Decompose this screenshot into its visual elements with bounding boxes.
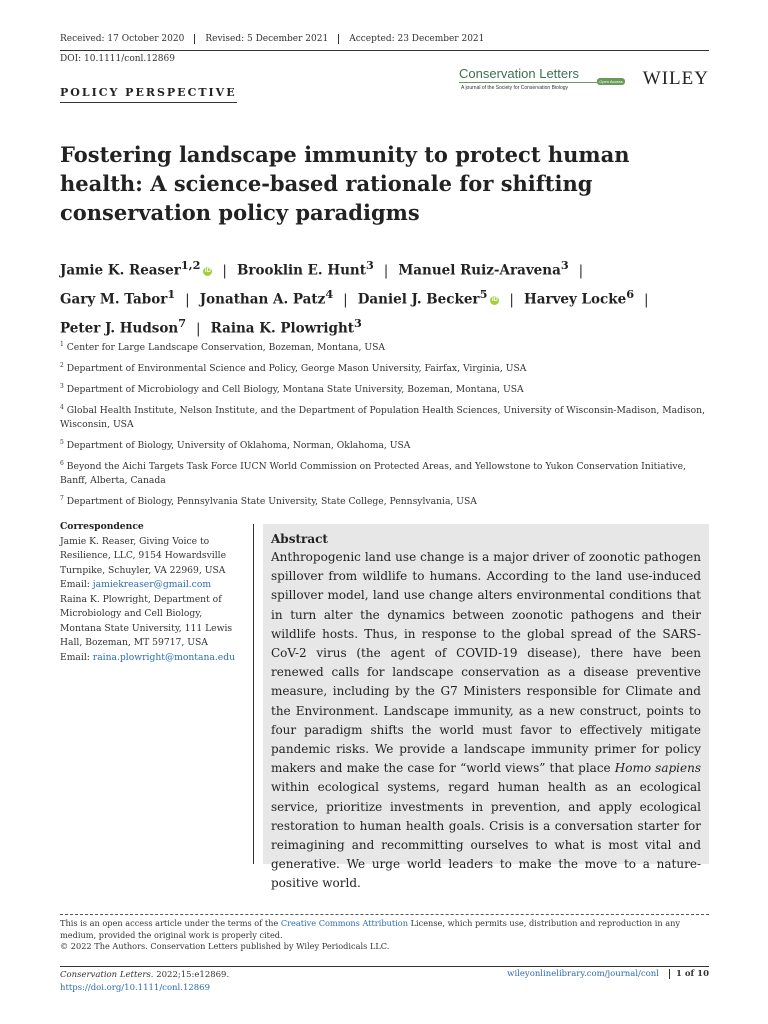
affiliation-number: 1: [60, 341, 64, 348]
affiliation-number: 2: [60, 362, 64, 370]
email-label: Email:: [60, 579, 93, 590]
footer-doi-link[interactable]: https://doi.org/10.1111/conl.12869: [60, 983, 210, 993]
affiliation-number: 3: [60, 383, 64, 391]
abstract-box: [263, 524, 709, 891]
accepted-date: Accepted: 23 December 2021: [338, 34, 494, 44]
column-divider: [253, 524, 254, 864]
affiliation-text: Department of Biology, Pennsylvania State University, State College, Pennsylvania, USA: [66, 496, 477, 508]
email-link-2[interactable]: raina.plowright@montana.edu: [92, 651, 236, 663]
author-list: [60, 254, 710, 341]
affiliation-number: 4: [60, 404, 64, 412]
affiliation-text: Department of Environmental Science and Policy, George Mason University, Fairfax, Virginia, USA: [66, 363, 527, 375]
correspondence-address-1: Jamie K. Reaser, Giving Voice to Resilience, LLC, 9154 Howardsville Turnpike, Schuyler, VA 22969, USA: [60, 535, 227, 576]
footer-citation: [60, 969, 229, 995]
license-rule: [60, 914, 709, 915]
abstract-text-part2: within ecological systems, regard human health as an ecological service, prioritize investments in prevention, and apply ecological restoration to human health goals. Crisis is a conversation starter for reimagining and recommitting ourselves to what is most vital and generative. We urge world leaders to make the move to a nature-positive world.: [271, 780, 701, 891]
footer-citation-details: 2022;15:e12869.: [153, 970, 230, 980]
affiliation-item: [60, 338, 710, 355]
copyright: © 2022 The Authors. Conservation Letters published by Wiley Periodicals LLC.: [60, 941, 390, 951]
citation-line: [60, 969, 229, 982]
license-text-part1: This is an open access article under the terms of the: [60, 918, 281, 928]
affiliation-item: [60, 436, 710, 453]
received-date: Received: 17 October 2020: [60, 34, 185, 44]
affiliation-text: Beyond the Aichi Targets Task Force IUCN World Commission on Protected Areas, and Yellowstone to Yukon Conservation Initiative, Banff, Alberta, Canada: [60, 461, 686, 487]
open-access-badge: Open Access: [597, 78, 625, 85]
author-affiliation-ref[interactable]: 5: [479, 287, 488, 301]
author-affiliation-ref[interactable]: 3: [560, 258, 569, 272]
abstract-text-part1: Anthropogenic land use change is a major driver of zoonotic pathogen spillover from wildlife to humans. According to the land use-induced spillover model, land use change alters environmental conditions that in turn alter the dynamics between zoonotic pathogens and their wildlife hosts. Thus, in response to the global spread of the SARS-CoV-2 virus (the agent of COVID-19 disease), there have been renewed calls for landscape conservation as a disease preventive measure, including by the G7 Ministers responsible for Climate and the Environment. Landscape immunity, as a new construct, points to four paradigm shifts the world must favor to effectively mitigate pandemic risks. We provide a landscape immunity primer for policy makers and make the case for “world views” that place: [271, 550, 701, 776]
affiliation-item: [60, 380, 710, 397]
correspondence-address-2: Raina K. Plowright, Department of Microbiology and Cell Biology, Montana State University, 111 Lewis Hall, Bozeman, MT 59717, USA: [60, 593, 233, 648]
author-affiliation-ref[interactable]: 4: [325, 287, 334, 301]
affiliation-text: Department of Biology, University of Oklahoma, Norman, Oklahoma, USA: [66, 440, 411, 452]
orcid-icon[interactable]: iD: [204, 267, 211, 274]
journal-site-link[interactable]: wileyonlinelibrary.com/journal/conl: [507, 969, 659, 979]
author-name[interactable]: Jonathan A. Patz: [199, 291, 326, 308]
revised-date: Revised: 5 December 2021: [194, 34, 338, 44]
author-affiliation-ref[interactable]: 3: [354, 316, 362, 330]
affiliation-item: [60, 457, 710, 488]
correspondence-email-2-row: [60, 651, 240, 666]
section-label: POLICY PERSPECTIVE: [60, 86, 237, 103]
correspondence-email-1-row: [60, 578, 240, 593]
author-name[interactable]: Brooklin E. Hunt: [236, 262, 366, 279]
author-affiliation-ref[interactable]: 6: [626, 287, 635, 301]
footer-right: [507, 969, 709, 979]
article-dates: [60, 34, 494, 44]
affiliation-number: 5: [60, 439, 64, 447]
abstract-text: [271, 548, 701, 894]
author-separator: |: [343, 291, 348, 308]
abstract-italic-term: Homo sapiens: [614, 761, 701, 776]
email-link-1[interactable]: jamiekreaser@gmail.com: [92, 579, 212, 590]
correspondence-heading: Correspondence: [60, 521, 144, 532]
journal-logo[interactable]: [459, 66, 709, 96]
author-separator: |: [383, 262, 389, 279]
license-text-part2: License, which permits use, distribution and reproduction in any medium, provided the original work is properly cited.: [60, 918, 680, 940]
affiliation-item: [60, 359, 710, 376]
author-name[interactable]: Gary M. Tabor: [60, 291, 168, 308]
publisher-logo: WILEY: [642, 68, 709, 89]
author-separator: |: [509, 291, 514, 308]
journal-logo-text: Conservation Letters: [459, 66, 579, 81]
license-link[interactable]: Creative Commons Attribution: [280, 918, 408, 928]
author-separator: |: [185, 291, 190, 308]
article-title: Fostering landscape immunity to protect human health: A science-based rationale for shifting conservation policy paradigms: [60, 142, 630, 225]
author-affiliation-ref[interactable]: 7: [178, 316, 187, 330]
author-name[interactable]: Manuel Ruiz-Aravena: [398, 262, 561, 279]
author-affiliation-ref[interactable]: 1: [167, 287, 176, 301]
license-notice: [60, 918, 710, 953]
affiliation-number: 6: [60, 460, 64, 468]
affiliation-text: Department of Microbiology and Cell Biology, Montana State University, Bozeman, Montana, USA: [66, 384, 524, 396]
author-name[interactable]: Peter J. Hudson: [60, 320, 179, 337]
affiliation-number: 7: [60, 495, 64, 503]
affiliation-item: [60, 401, 710, 432]
email-label: Email:: [60, 651, 93, 663]
author-name[interactable]: Jamie K. Reaser: [60, 262, 181, 279]
author-separator: |: [196, 320, 201, 337]
page-number: 1 of 10: [669, 969, 709, 979]
article-doi: DOI: 10.1111/conl.12869: [60, 54, 175, 64]
abstract-heading: Abstract: [271, 532, 328, 546]
license-text: [60, 918, 710, 941]
affiliation-text: Center for Large Landscape Conservation, Bozeman, Montana, USA: [66, 342, 386, 354]
journal-tagline: A journal of the Society for Conservation Biology: [461, 85, 569, 91]
orcid-icon[interactable]: iD: [491, 296, 498, 303]
author-separator: |: [222, 262, 227, 279]
author-separator: |: [644, 291, 649, 308]
author-affiliation-ref[interactable]: 3: [365, 258, 374, 272]
header-rule: [60, 50, 709, 51]
correspondence: [60, 520, 240, 665]
affiliation-list: [60, 338, 710, 513]
author-name[interactable]: Daniel J. Becker: [357, 291, 480, 308]
author-affiliation-ref[interactable]: 1,2: [180, 258, 201, 272]
author-name[interactable]: Harvey Locke: [523, 291, 627, 308]
author-name[interactable]: Raina K. Plowright: [210, 320, 355, 337]
author-separator: |: [578, 262, 584, 279]
footer-journal: Conservation Letters.: [60, 970, 154, 980]
affiliation-text: Global Health Institute, Nelson Institute, and the Department of Population Health Sciences, University of Wisconsin-Madison, Madison, Wisconsin, USA: [60, 405, 705, 431]
affiliation-item: [60, 492, 710, 509]
footer-rule: [60, 966, 709, 967]
